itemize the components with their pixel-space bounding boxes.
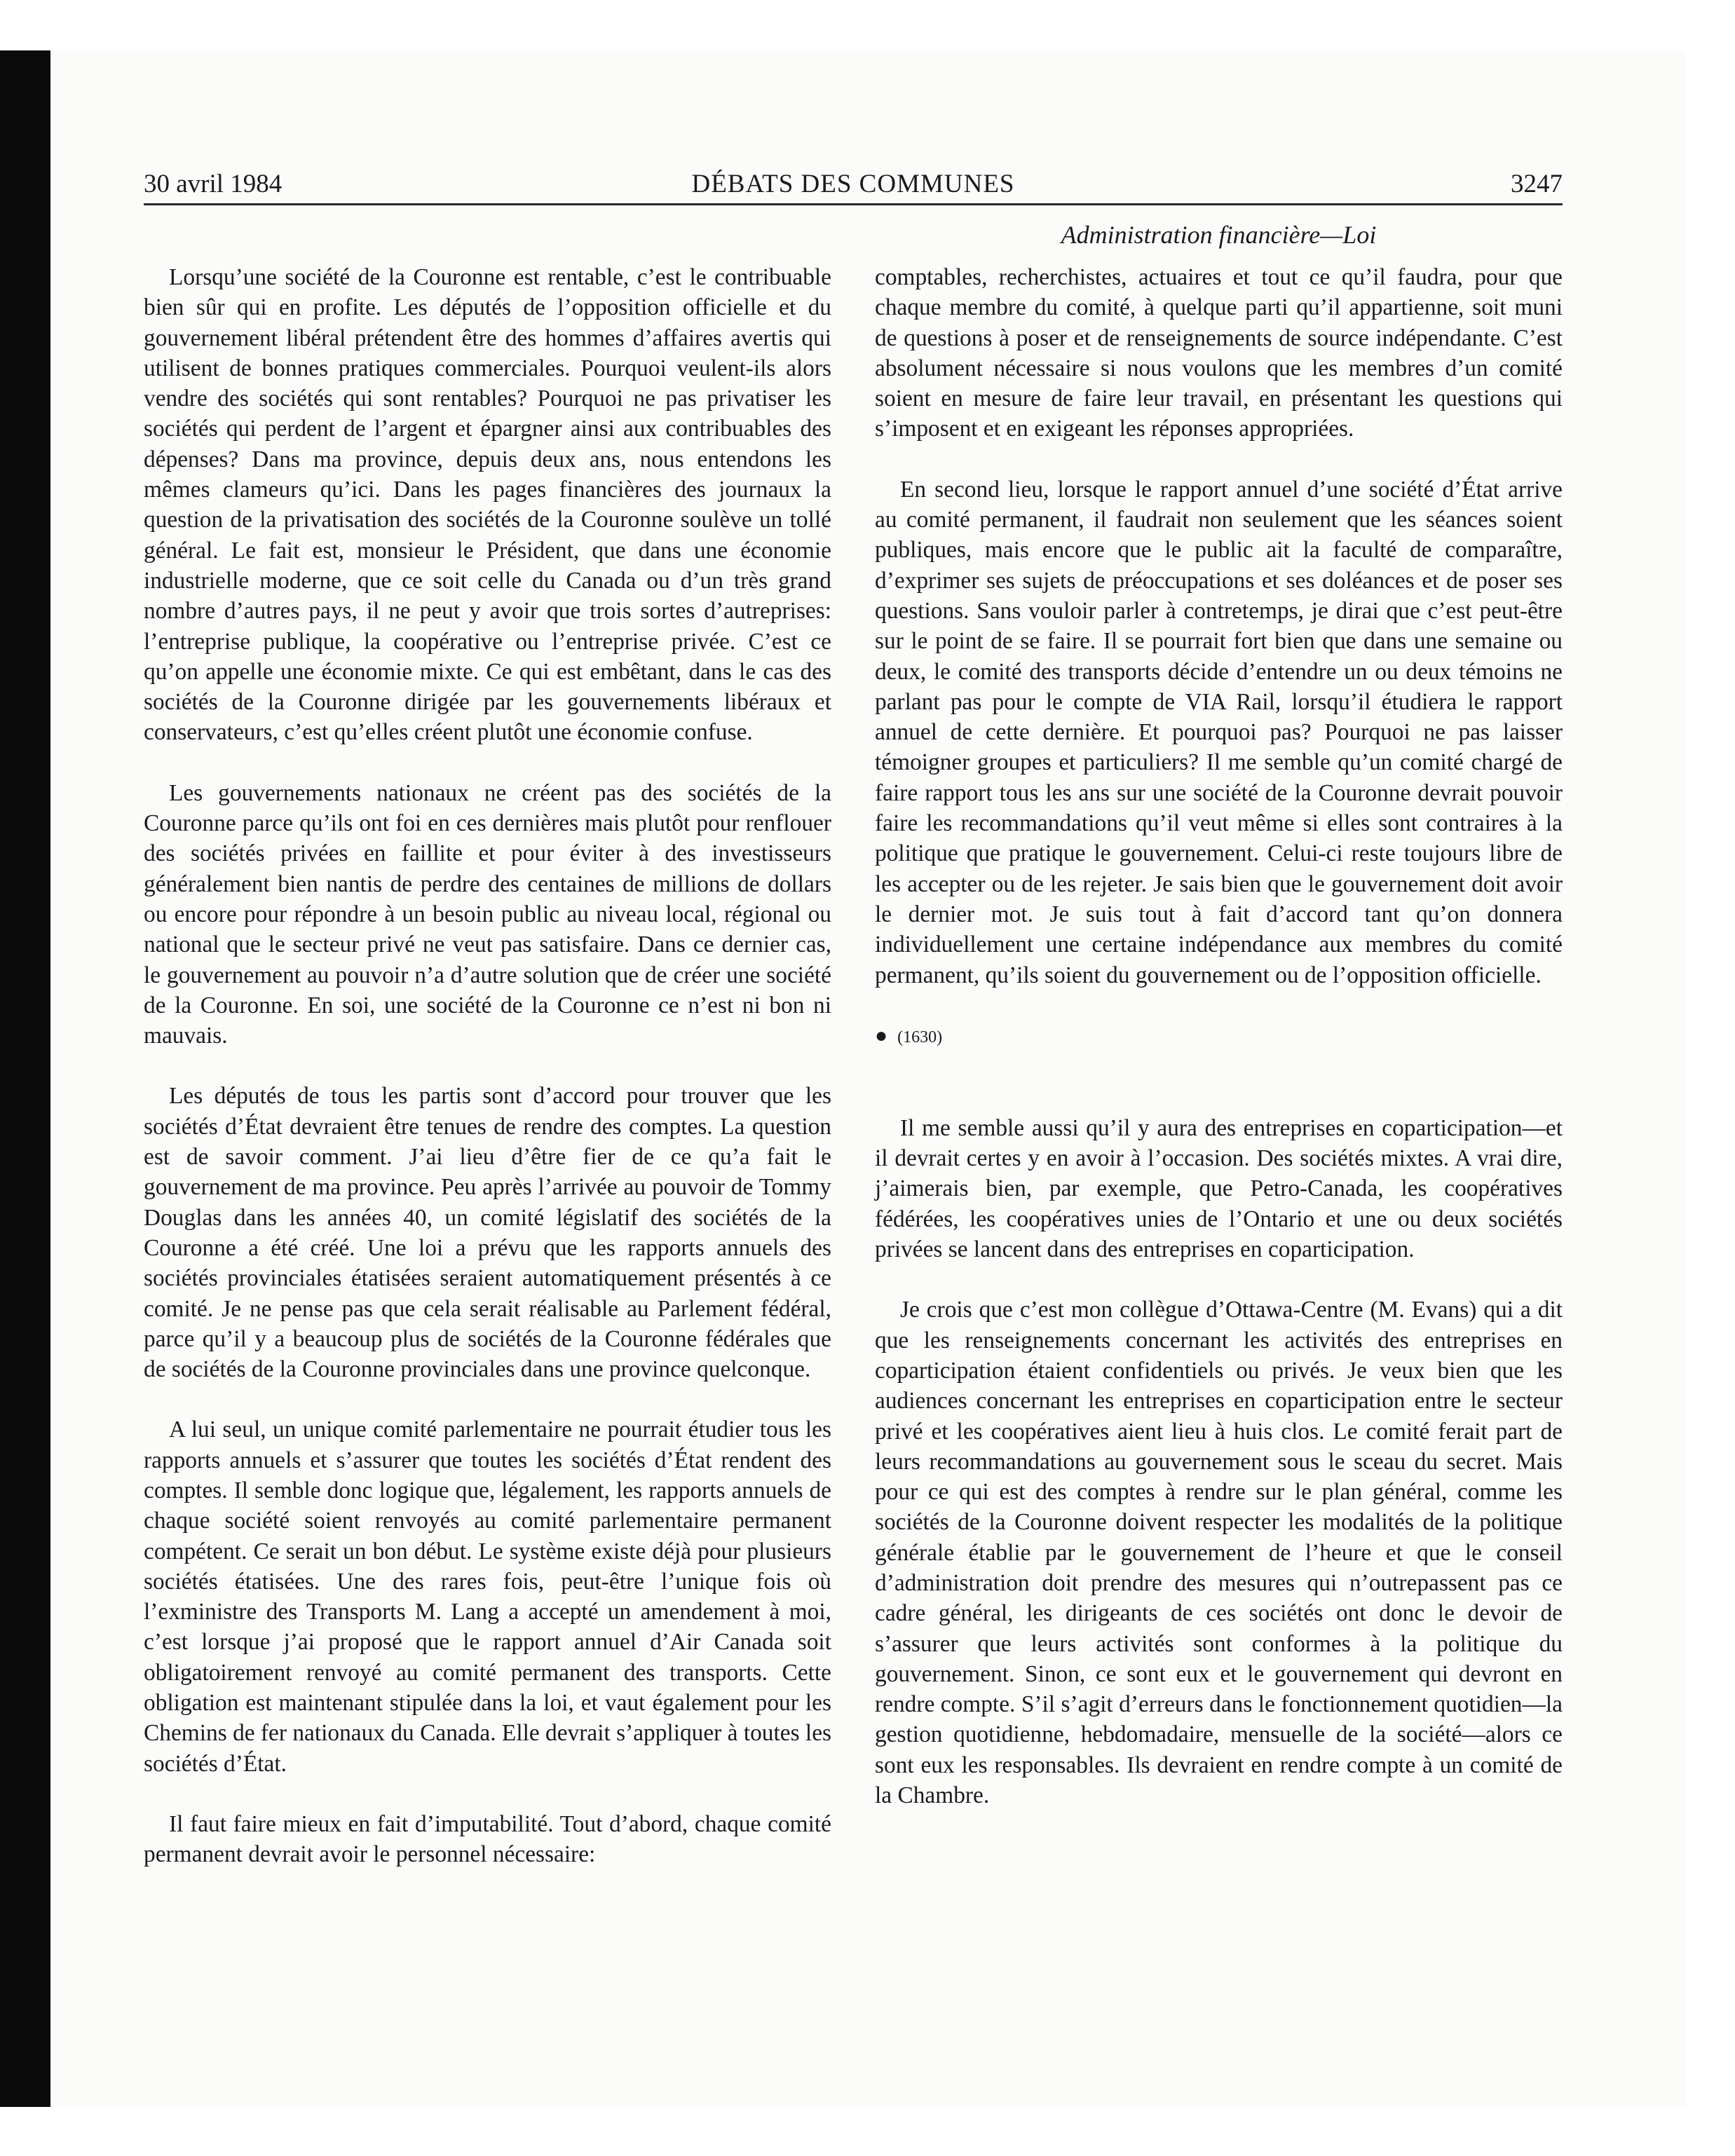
paragraph: Les gouvernements nationaux ne créent pas des sociétés de la Couronne parce qu’ils ont foi en ces dernières mais plutôt pour renflouer des sociétés privées en faillite et pour éviter à des investisseurs généralement bien nantis de perdre des centaines de millions de dollars ou encore pour répondre à un besoin public au niveau local, régional ou national que le secteur privé ne veut pas satisfaire. Dans ce dernier cas, le gouvernement au pouvoir n’a d’autre solution que de créer une société de la Couronne. En soi, une société de la Couronne ce n’est ni bon ni mauvais. bbox=[144, 779, 831, 1049]
paragraph: Il faut faire mieux en fait d’imputabilité. Tout d’abord, chaque comité permanent devrait avoir le personnel nécessaire: bbox=[144, 1810, 831, 1868]
paragraph: Les députés de tous les partis sont d’accord pour trouver que les sociétés d’État devraient être tenues de rendre des comptes. La question est de savoir comment. J’ai lieu d’être fier de ce qu’a fait le gouvernement de ma province. Peu après l’arrivée au pouvoir de Tommy Douglas dans les années 40, un comité législatif des sociétés de la Couronne a été créé. Une loi a prévu que les rapports annuels des sociétés provinciales étatisées seraient automatiquement présentés à ce comité. Je ne pense pas que cela serait réalisable au Parlement fédéral, parce qu’il y a beaucoup plus de sociétés de la Couronne fédérales que de sociétés de la Couronne provinciales dans une province quelconque. bbox=[144, 1083, 831, 1383]
paragraph: Lorsqu’une société de la Couronne est rentable, c’est le contribuable bien sûr qui en profite. Les députés de l’opposition officielle et du gouvernement libéral prétendent être des hommes d’affaires avertis qui utilisent de bonnes pratiques commerciales. Pourquoi veulent-ils alors vendre des sociétés qui sont rentables? Pourquoi ne pas privatiser les sociétés qui perdent de l’argent et épargner ainsi aux contribuables des dépenses? Dans ma province, depuis deux ans, nous entendons les mêmes clameurs qu’ici. Dans les pages financières des journaux la question de la privatisation des sociétés de la Couronne soulève un tollé général. Le fait est, monsieur le Président, que dans une économie industrielle moderne, que ce soit celle du Canada ou d’un très grand nombre d’autres pays, il ne peut y avoir que trois sortes d’autreprises: l’entreprise publique, la coopérative ou l’entreprise privée. C’est ce qu’on appelle une économie mixte. Ce qui est embêtant, dans le cas des sociétés de la Couronne dirigée par les gouvernements libéraux et conservateurs, c’est qu’elles créent plutôt une économie confuse. bbox=[144, 264, 831, 746]
section-subtitle: Administration financière—Loi bbox=[1061, 221, 1377, 249]
right-column bbox=[875, 262, 1563, 1841]
bullet-icon: ● bbox=[875, 1023, 888, 1047]
left-column bbox=[144, 262, 831, 1900]
paragraph: Il me semble aussi qu’il y aura des entreprises en coparticipation—et il devrait certes y en avoir à l’occasion. Des sociétés mixtes. A vrai dire, j’aimerais bien, par exemple, que Petro-Canada, les coopératives fédérées, les coopératives unies de l’Ontario et une ou deux sociétés privées se lancent dans des entreprises en coparticipation. bbox=[875, 1114, 1563, 1263]
scan-edge bbox=[0, 50, 50, 2107]
header-title: DÉBATS DES COMMUNES bbox=[691, 170, 1015, 198]
header-date: 30 avril 1984 bbox=[144, 170, 283, 198]
paragraph: En second lieu, lorsque le rapport annuel d’une société d’État arrive au comité permanent, il faudrait non seulement que les séances soient publiques, mais encore que le public ait la faculté de comparaître, d’exprimer ses sujets de préoccupations et ses doléances et de poser ses questions. Sans vouloir parler à contretemps, je dirai que c’est peut-être sur le point de se faire. Il se pourrait fort bien que dans une semaine ou deux, le comité des transports décide d’entendre un ou deux témoins ne parlant pas pour le compte de VIA Rail, lorsqu’il étudiera le rapport annuel de cette dernière. Et pourquoi pas? Pourquoi ne pas laisser témoigner groupes et particuliers? Il me semble qu’un comité chargé de faire rapport tous les ans sur une société de la Couronne devrait pouvoir faire les recommandations qu’il veut même si elles sont contraires à la politique que pratique le gouvernement. Celui-ci reste toujours libre de les accepter ou de les rejeter. Je sais bien que le gouvernement doit avoir le dernier mot. Je suis tout à fait d’accord tant qu’on donnera individuellement une certaine indépendance aux membres du comité permanent, qu’ils soient du gouvernement ou de l’opposition officielle. bbox=[875, 476, 1563, 988]
page-header bbox=[144, 167, 1563, 205]
paragraph: A lui seul, un unique comité parlementaire ne pourrait étudier tous les rapports annuels et s’assurer que toutes les sociétés d’État rendent des comptes. Il semble donc logique que, légalement, les rapports annuels de chaque société soient renvoyés au comité parlementaire permanent compétent. Ce serait un bon début. Le système existe déjà pour plusieurs sociétés étatisées. Une des rares fois, peut-être l’unique fois où l’exministre des Transports M. Lang a accepté un amendement à moi, c’est lorsque j’ai proposé que le rapport annuel d’Air Canada soit obligatoirement renvoyé au comité permanent des transports. Cette obligation est maintenant stipulée dans la loi, et vaut également pour les Chemins de fer nationaux du Canada. Elle devrait s’appliquer à toutes les sociétés d’État. bbox=[144, 1417, 832, 1777]
time-marker-text: (1630) bbox=[897, 1028, 943, 1046]
paragraph-continued: comptables, recherchistes, actuaires et tout ce qu’il faudra, pour que chaque membre du comité, à quelque parti qu’il appartienne, soit muni de questions à poser et de renseignements de source indépendante. C’est absolument nécessaire si nous voulons que les membres d’un comité soient en mesure de faire leur travail, en présentant les questions qui s’imposent et en exigeant les réponses appropriées. bbox=[875, 264, 1563, 442]
page-number: 3247 bbox=[1511, 170, 1563, 198]
time-marker bbox=[875, 1021, 1563, 1053]
paragraph: Je crois que c’est mon collègue d’Ottawa-Centre (M. Evans) qui a dit que les renseignements concernant les activités des entreprises en coparticipation étaient confidentiels ou privés. Je veux bien que les audiences concernant les entreprises en coparticipation entre le secteur privé et les coopératives aient lieu à huis clos. Le comité ferait part de leurs recommandations au gouvernement sous le sceau du secret. Mais pour ce qui est des comptes à rendre sur le plan général, comme les sociétés de la Couronne doivent respecter les modalités de la politique générale établie par le gouvernement de l’heure et que le conseil d’administration doit prendre des mesures qui n’outrepassent pas ce cadre général, les dirigeants de ces sociétés ont donc le devoir de s’assurer que leurs activités sont conformes à la politique du gouvernement. Sinon, ce sont eux et le gouvernement qui devront en rendre compte. S’il s’agit d’erreurs dans le fonctionnement quotidien—la gestion quotidienne, hebdomadaire, mensuelle de la société—alors ce sont eux les responsables. Ils devraient en rendre compte à un comité de la Chambre. bbox=[875, 1297, 1563, 1809]
